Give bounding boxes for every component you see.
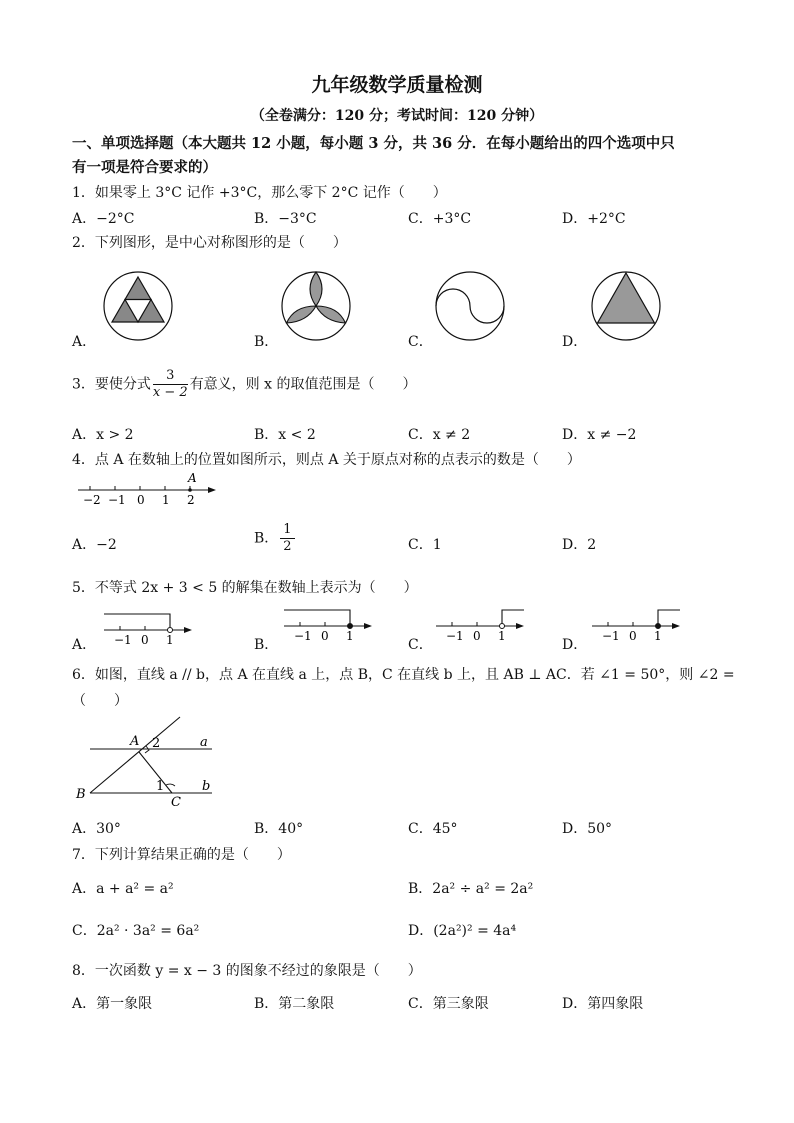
q4-option-b xyxy=(254,522,297,555)
q6-stem-line2: （ ） xyxy=(72,693,128,709)
q5b-tick-label: 1 xyxy=(346,629,354,643)
q4-tick-label: 2 xyxy=(187,493,195,507)
q3-option-d: D．x ≠ −2 xyxy=(562,427,637,443)
q5-option-c: C． xyxy=(408,637,433,653)
q3-option-c: C．x ≠ 2 xyxy=(408,427,471,443)
q7-option-c: C．2a² · 3a² = 6a² xyxy=(72,923,200,939)
q2-figure-b xyxy=(276,266,356,346)
q4-stem: 4．点 A 在数轴上的位置如图所示，则点 A 关于原点对称的点表示的数是（ ） xyxy=(72,452,581,468)
q4-number-line xyxy=(76,470,226,512)
q2-option-b: B． xyxy=(254,334,279,350)
q1-stem: 1．如果零上 3°C 记作 +3°C，那么零下 2°C 记作（ ） xyxy=(72,185,447,201)
q4-option-b-fraction xyxy=(280,522,294,555)
q6-label-angle1: 1 xyxy=(156,779,165,794)
q8-option-d: D．第四象限 xyxy=(562,996,644,1012)
q2-option-d: D． xyxy=(562,334,588,350)
q4-option-b-numerator: 1 xyxy=(280,522,294,539)
q6-label-angle2: 2 xyxy=(152,736,161,751)
q4-tick-label: 0 xyxy=(137,493,145,507)
q2-figure-d xyxy=(586,266,666,346)
q4-option-d: D．2 xyxy=(562,537,597,553)
q1-option-c: C．+3°C xyxy=(408,211,472,227)
q5-number-line-a xyxy=(100,608,200,648)
q5c-tick-label: 1 xyxy=(498,629,506,643)
q5a-tick-label: 1 xyxy=(166,633,174,647)
q6-label-C: C xyxy=(171,795,181,810)
q7-stem: 7．下列计算结果正确的是（ ） xyxy=(72,847,291,863)
q5b-tick-label: 0 xyxy=(321,629,329,643)
q1-option-d: D．+2°C xyxy=(562,211,626,227)
q8-option-c: C．第三象限 xyxy=(408,996,489,1012)
q3-fraction-denominator: x − 2 xyxy=(152,385,188,400)
q4-option-b-label: B． xyxy=(254,530,279,547)
q2-figure-c xyxy=(430,266,510,346)
q5-option-d: D． xyxy=(562,637,588,653)
q1-option-b: B．−3°C xyxy=(254,211,317,227)
q6-label-B: B xyxy=(76,787,86,802)
q8-option-a: A．第一象限 xyxy=(72,996,153,1012)
q8-stem: 8．一次函数 y = x − 3 的图象不经过的象限是（ ） xyxy=(72,963,422,979)
q5b-tick-label: −1 xyxy=(294,629,312,643)
q4-option-c: C．1 xyxy=(408,537,442,553)
q7-option-b: B．2a² ÷ a² = 2a² xyxy=(408,881,534,897)
q7-option-d: D．(2a²)² = 4a⁴ xyxy=(408,923,517,939)
q2-figure-a xyxy=(98,266,178,346)
q2-stem: 2．下列图形，是中心对称图形的是（ ） xyxy=(72,235,347,251)
q3-fraction xyxy=(153,368,188,401)
q4-tick-label: 1 xyxy=(162,493,170,507)
q5c-tick-label: −1 xyxy=(446,629,464,643)
q6-figure xyxy=(72,712,232,812)
q1-option-a: A．−2°C xyxy=(72,211,135,227)
q5d-tick-label: 0 xyxy=(629,629,637,643)
q6-option-b: B．40° xyxy=(254,821,304,837)
page-title: 九年级数学质量检测 xyxy=(311,74,483,96)
q6-option-d: D．50° xyxy=(562,821,613,837)
q6-label-A: A xyxy=(130,734,140,749)
q4-tick-label: −1 xyxy=(108,493,126,507)
q5d-tick-label: −1 xyxy=(602,629,620,643)
q3-fraction-numerator: 3 xyxy=(153,368,188,385)
section-heading-line2: 有一项是符合要求的） xyxy=(72,159,217,176)
q5a-tick-label: −1 xyxy=(114,633,132,647)
q6-option-c: C．45° xyxy=(408,821,458,837)
q5-number-line-c xyxy=(432,604,532,644)
q4-tick-label: −2 xyxy=(83,493,101,507)
q3-stem-post: 有意义，则 x 的取值范围是（ ） xyxy=(189,376,417,393)
q4-option-b-denominator: 2 xyxy=(283,539,292,554)
q2-option-a: A． xyxy=(72,334,97,350)
q4-point-a-label: A xyxy=(188,471,197,485)
q3-option-b: B．x < 2 xyxy=(254,427,316,443)
q5a-tick-label: 0 xyxy=(141,633,149,647)
section-heading-line1: 一、单项选择题（本大题共 12 小题，每小题 3 分，共 36 分．在每小题给出的四个选项中只 xyxy=(72,135,675,152)
q4-option-a: A．−2 xyxy=(72,537,117,553)
q5-number-line-b xyxy=(280,604,380,644)
q5-stem: 5．不等式 2x + 3 < 5 的解集在数轴上表示为（ ） xyxy=(72,580,418,596)
q5-number-line-d xyxy=(588,604,688,644)
q3-option-a: A．x > 2 xyxy=(72,427,134,443)
q3-stem-pre: 3．要使分式 xyxy=(72,376,151,393)
q5d-tick-label: 1 xyxy=(654,629,662,643)
q8-option-b: B．第二象限 xyxy=(254,996,335,1012)
q5-option-a: A． xyxy=(72,637,97,653)
q7-option-a: A．a + a² = a² xyxy=(72,881,174,897)
q6-stem-line1: 6．如图，直线 a // b，点 A 在直线 a 上，点 B，C 在直线 b 上，且 AB ⊥ AC．若 ∠1 = 50°，则 ∠2 = xyxy=(72,667,735,683)
exam-info: （全卷满分：120 分；考试时间：120 分钟） xyxy=(250,108,544,124)
q3-stem xyxy=(72,368,416,401)
q6-label-a: a xyxy=(200,735,208,750)
q2-option-c: C． xyxy=(408,334,433,350)
q5-option-b: B． xyxy=(254,637,279,653)
q6-option-a: A．30° xyxy=(72,821,121,837)
q5c-tick-label: 0 xyxy=(473,629,481,643)
q6-label-b: b xyxy=(202,779,211,794)
